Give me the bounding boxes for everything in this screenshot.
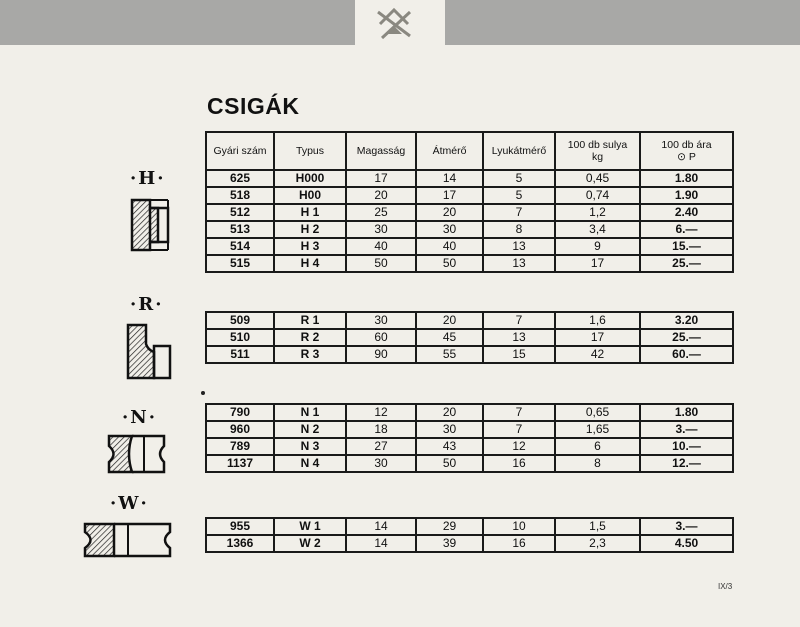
table-row bbox=[206, 346, 733, 363]
table-r bbox=[205, 311, 734, 364]
section-label-r: ·R· bbox=[130, 294, 164, 315]
table-cell: R 2 bbox=[274, 329, 346, 346]
logo-emblem-icon bbox=[372, 4, 416, 44]
table-cell: H 4 bbox=[274, 255, 346, 272]
table-row bbox=[206, 312, 733, 329]
table-cell: 25.— bbox=[640, 329, 733, 346]
sun-symbol-icon: ⊙ bbox=[677, 151, 686, 163]
table-cell: 30 bbox=[416, 421, 483, 438]
table-cell: W 1 bbox=[274, 518, 346, 535]
section-label-h: ·H· bbox=[130, 168, 166, 189]
table-row bbox=[206, 187, 733, 204]
table-cell: 17 bbox=[555, 329, 640, 346]
table-row bbox=[206, 518, 733, 535]
table-cell: 14 bbox=[346, 518, 416, 535]
table-cell: 18 bbox=[346, 421, 416, 438]
table-cell: 2.40 bbox=[640, 204, 733, 221]
table-cell: 17 bbox=[555, 255, 640, 272]
table-cell: 20 bbox=[346, 187, 416, 204]
header-atmero: Átmérő bbox=[416, 132, 483, 170]
section-label-n: ·N· bbox=[122, 407, 157, 428]
table-cell: N 4 bbox=[274, 455, 346, 472]
table-cell: 3,4 bbox=[555, 221, 640, 238]
table-cell: 510 bbox=[206, 329, 274, 346]
table-cell: 1366 bbox=[206, 535, 274, 552]
table-cell: 6.— bbox=[640, 221, 733, 238]
table-cell: 12 bbox=[346, 404, 416, 421]
pulley-r-profile-icon bbox=[124, 322, 174, 382]
table-cell: 13 bbox=[483, 255, 555, 272]
table-n-body bbox=[206, 404, 733, 472]
table-cell: 515 bbox=[206, 255, 274, 272]
table-cell: 39 bbox=[416, 535, 483, 552]
table-cell: 8 bbox=[483, 221, 555, 238]
table-cell: 12 bbox=[483, 438, 555, 455]
table-row bbox=[206, 535, 733, 552]
table-w-body bbox=[206, 518, 733, 552]
table-cell: 1,2 bbox=[555, 204, 640, 221]
table-cell: 40 bbox=[346, 238, 416, 255]
table-cell: 27 bbox=[346, 438, 416, 455]
table-n bbox=[205, 403, 734, 473]
table-cell: 3.— bbox=[640, 518, 733, 535]
table-row bbox=[206, 404, 733, 421]
table-h-body bbox=[206, 170, 733, 272]
table-cell: 60.— bbox=[640, 346, 733, 363]
table-cell: 0,74 bbox=[555, 187, 640, 204]
table-cell: 16 bbox=[483, 455, 555, 472]
table-cell: 43 bbox=[416, 438, 483, 455]
table-cell: 5 bbox=[483, 170, 555, 187]
table-row bbox=[206, 238, 733, 255]
table-r-body bbox=[206, 312, 733, 363]
table-cell: 45 bbox=[416, 329, 483, 346]
table-cell: 14 bbox=[416, 170, 483, 187]
page-title: CSIGÁK bbox=[207, 93, 300, 119]
pulley-w-profile-icon bbox=[82, 520, 174, 560]
table-cell: H00 bbox=[274, 187, 346, 204]
table-cell: 8 bbox=[555, 455, 640, 472]
table-row bbox=[206, 421, 733, 438]
table-cell: 40 bbox=[416, 238, 483, 255]
table-cell: W 2 bbox=[274, 535, 346, 552]
table-cell: 10.— bbox=[640, 438, 733, 455]
table-cell: 0,45 bbox=[555, 170, 640, 187]
table-cell: 3.— bbox=[640, 421, 733, 438]
table-cell: 1.80 bbox=[640, 170, 733, 187]
page-number: IX/3 bbox=[718, 582, 733, 591]
table-cell: 14 bbox=[346, 535, 416, 552]
header-lyukatmero: Lyukátmérő bbox=[483, 132, 555, 170]
table-cell: H000 bbox=[274, 170, 346, 187]
table-cell: 13 bbox=[483, 238, 555, 255]
table-cell: R 3 bbox=[274, 346, 346, 363]
table-cell: 15.— bbox=[640, 238, 733, 255]
table-header-row bbox=[206, 132, 733, 170]
table-cell: 30 bbox=[416, 221, 483, 238]
table-cell: N 3 bbox=[274, 438, 346, 455]
table-cell: 10 bbox=[483, 518, 555, 535]
table-cell: 17 bbox=[416, 187, 483, 204]
table-cell: 50 bbox=[416, 455, 483, 472]
section-label-w: ·W· bbox=[110, 493, 149, 514]
table-cell: H 2 bbox=[274, 221, 346, 238]
table-cell: 42 bbox=[555, 346, 640, 363]
table-cell: 50 bbox=[346, 255, 416, 272]
table-row bbox=[206, 455, 733, 472]
table-row bbox=[206, 438, 733, 455]
table-cell: 955 bbox=[206, 518, 274, 535]
table-row bbox=[206, 255, 733, 272]
header-ar-line1: 100 db ára bbox=[661, 139, 712, 151]
table-cell: 20 bbox=[416, 204, 483, 221]
table-cell: 7 bbox=[483, 421, 555, 438]
header-suly-line2: kg bbox=[591, 151, 604, 163]
table-cell: 55 bbox=[416, 346, 483, 363]
table-cell: 17 bbox=[346, 170, 416, 187]
table-cell: 90 bbox=[346, 346, 416, 363]
table-cell: 12.— bbox=[640, 455, 733, 472]
table-h bbox=[205, 131, 734, 273]
table-cell: 60 bbox=[346, 329, 416, 346]
table-cell: 9 bbox=[555, 238, 640, 255]
table-cell: 514 bbox=[206, 238, 274, 255]
table-cell: 1.90 bbox=[640, 187, 733, 204]
table-cell: 30 bbox=[346, 312, 416, 329]
table-cell: 518 bbox=[206, 187, 274, 204]
table-cell: 16 bbox=[483, 535, 555, 552]
header-magassag: Magasság bbox=[346, 132, 416, 170]
table-cell: 30 bbox=[346, 455, 416, 472]
pulley-n-profile-icon bbox=[106, 432, 168, 476]
table-cell: 25.— bbox=[640, 255, 733, 272]
table-cell: 1,6 bbox=[555, 312, 640, 329]
table-cell: 4.50 bbox=[640, 535, 733, 552]
table-cell: 7 bbox=[483, 312, 555, 329]
ink-dot bbox=[201, 391, 205, 395]
table-row bbox=[206, 204, 733, 221]
table-cell: H 1 bbox=[274, 204, 346, 221]
table-cell: 29 bbox=[416, 518, 483, 535]
table-cell: 30 bbox=[346, 221, 416, 238]
table-cell: 509 bbox=[206, 312, 274, 329]
table-w bbox=[205, 517, 734, 553]
table-cell: 20 bbox=[416, 312, 483, 329]
table-cell: 512 bbox=[206, 204, 274, 221]
table-cell: 789 bbox=[206, 438, 274, 455]
table-cell: 7 bbox=[483, 404, 555, 421]
table-row bbox=[206, 329, 733, 346]
table-cell: 1,65 bbox=[555, 421, 640, 438]
table-cell: 7 bbox=[483, 204, 555, 221]
pulley-h-profile-icon bbox=[128, 196, 172, 254]
table-row bbox=[206, 221, 733, 238]
table-cell: 20 bbox=[416, 404, 483, 421]
table-cell: H 3 bbox=[274, 238, 346, 255]
table-cell: 511 bbox=[206, 346, 274, 363]
table-cell: 960 bbox=[206, 421, 274, 438]
table-row bbox=[206, 170, 733, 187]
table-cell: N 1 bbox=[274, 404, 346, 421]
table-cell: 0,65 bbox=[555, 404, 640, 421]
header-gyari-szam: Gyári szám bbox=[206, 132, 274, 170]
table-cell: 15 bbox=[483, 346, 555, 363]
table-cell: 1,5 bbox=[555, 518, 640, 535]
table-cell: R 1 bbox=[274, 312, 346, 329]
header-ar-line2: P bbox=[688, 151, 696, 163]
table-cell: 3.20 bbox=[640, 312, 733, 329]
table-cell: 1137 bbox=[206, 455, 274, 472]
header-typus: Typus bbox=[274, 132, 346, 170]
table-cell: 2,3 bbox=[555, 535, 640, 552]
table-cell: 513 bbox=[206, 221, 274, 238]
table-cell: N 2 bbox=[274, 421, 346, 438]
table-cell: 5 bbox=[483, 187, 555, 204]
header-ar bbox=[640, 132, 733, 170]
table-cell: 1.80 bbox=[640, 404, 733, 421]
header-suly bbox=[555, 132, 640, 170]
table-cell: 790 bbox=[206, 404, 274, 421]
table-cell: 25 bbox=[346, 204, 416, 221]
table-cell: 13 bbox=[483, 329, 555, 346]
header-suly-line1: 100 db sulya bbox=[567, 139, 628, 151]
table-cell: 6 bbox=[555, 438, 640, 455]
table-cell: 50 bbox=[416, 255, 483, 272]
table-cell: 625 bbox=[206, 170, 274, 187]
